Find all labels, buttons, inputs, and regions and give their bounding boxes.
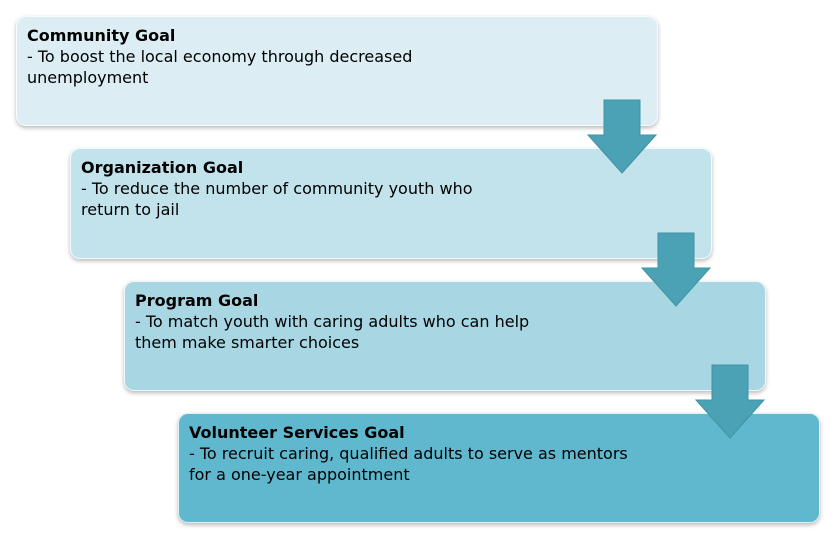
organization-goal-description: - To reduce the number of community youth who return to jail (81, 179, 473, 219)
down-arrow-icon (640, 232, 712, 308)
organization-goal-title: Organization Goal (81, 158, 244, 177)
community-goal-box (16, 16, 658, 126)
down-arrow-icon (586, 99, 658, 175)
program-goal-description: - To match youth with caring adults who can help them make smarter choices (135, 312, 530, 352)
community-goal-description: - To boost the local economy through decreased unemployment (27, 47, 413, 87)
program-goal-title: Program Goal (135, 291, 259, 310)
community-goal-title: Community Goal (27, 26, 176, 45)
volunteer-services-goal-description: - To recruit caring, qualified adults to serve as mentors for a one-year appointment (189, 444, 628, 484)
volunteer-services-goal-title: Volunteer Services Goal (189, 423, 405, 442)
down-arrow-icon (694, 364, 766, 440)
